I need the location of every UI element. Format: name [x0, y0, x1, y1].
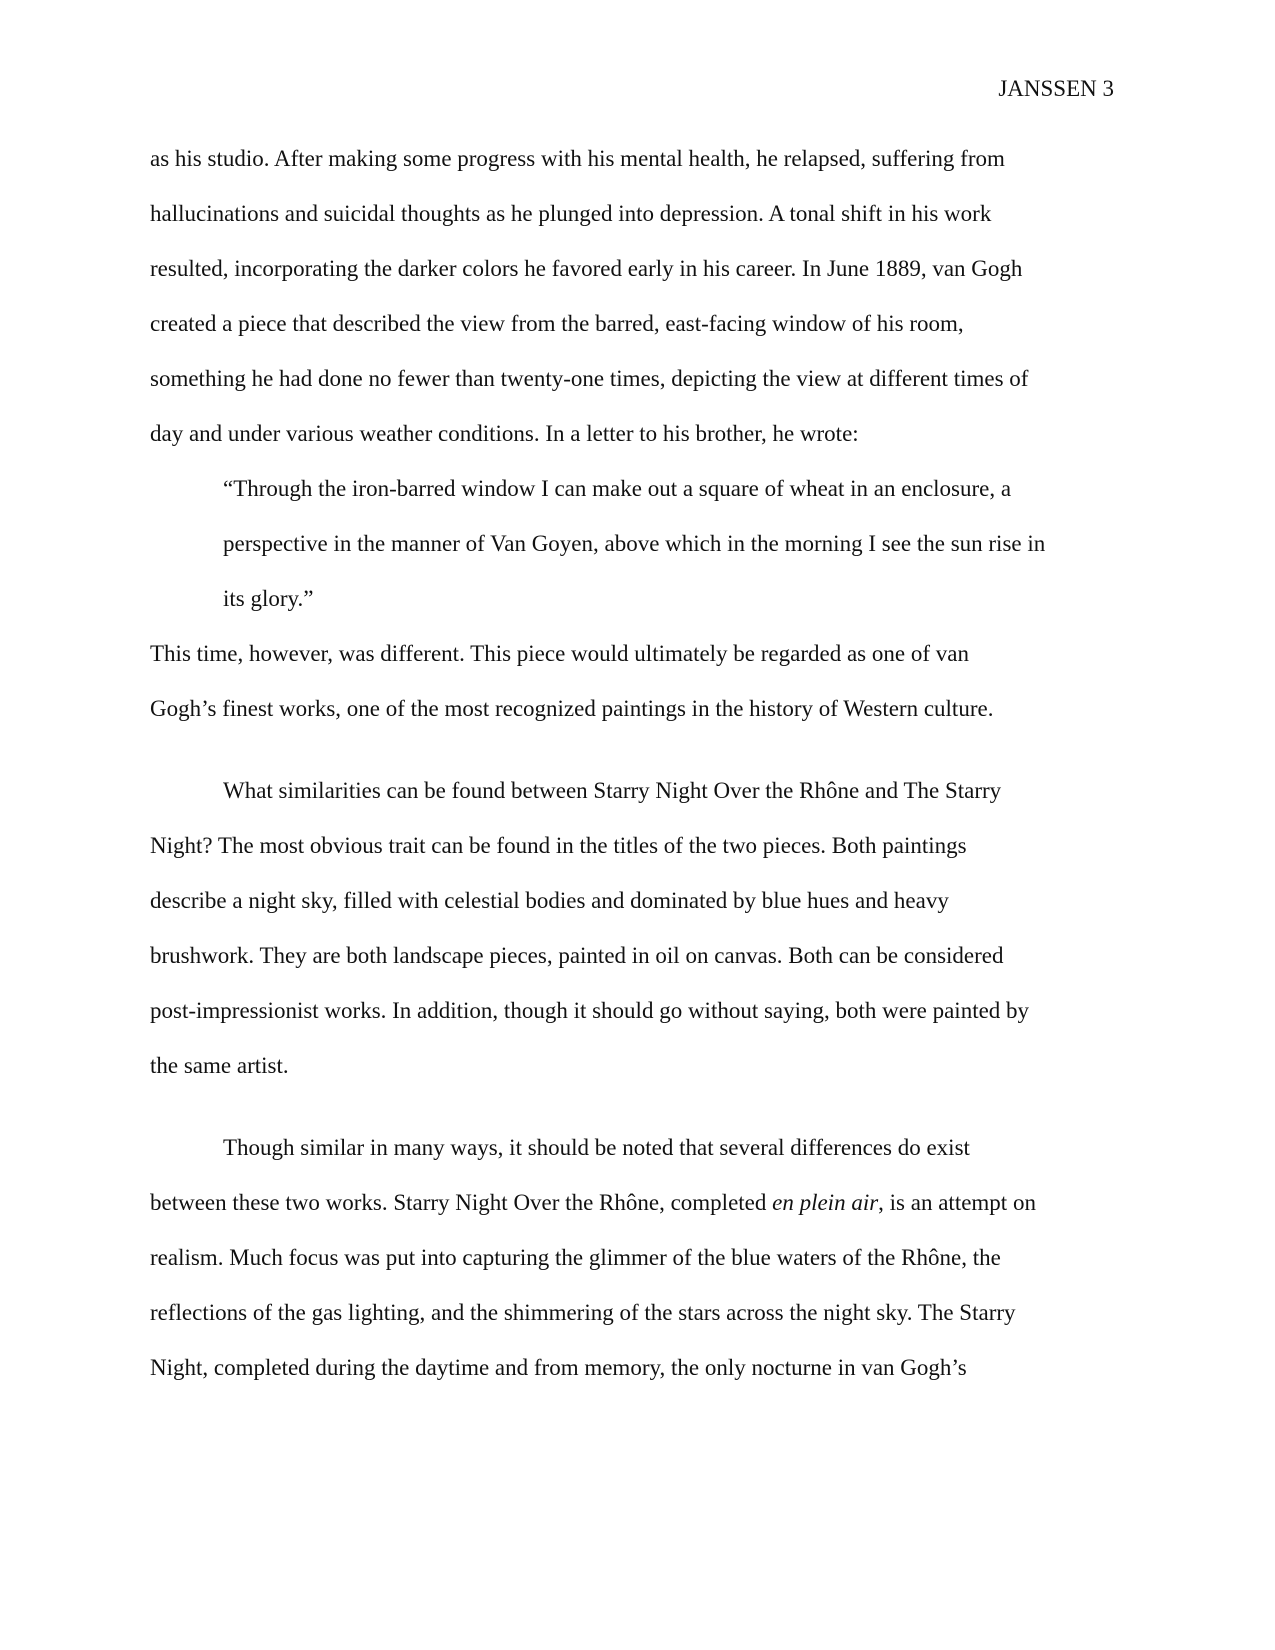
paragraph3-line-5: Night, completed during the daytime and from memory, the only nocturne in van Gogh’s — [150, 1355, 967, 1380]
quote-line-1: “Through the iron-barred window I can make out a square of wheat in an enclosure, a — [223, 476, 1012, 501]
paragraph1-cont-line-1: This time, however, was different. This piece would ultimately be regarded as one of van — [150, 641, 969, 666]
paragraph1-line-4: created a piece that described the view from the barred, east-facing window of his room, — [150, 311, 964, 336]
paragraph3-line-1: Though similar in many ways, it should be noted that several differences do exist — [223, 1135, 970, 1160]
paragraph1-cont-line-2: Gogh’s finest works, one of the most recognized paintings in the history of Western culture. — [150, 696, 994, 721]
paragraph2-line-4: brushwork. They are both landscape pieces, painted in oil on canvas. Both can be considered — [150, 943, 1004, 968]
paragraph1-line-2: hallucinations and suicidal thoughts as he plunged into depression. A tonal shift in his work — [150, 201, 992, 226]
paragraph2-line-2: Night? The most obvious trait can be found in the titles of the two pieces. Both paintings — [150, 833, 967, 858]
paragraph1-line-6: day and under various weather conditions. In a letter to his brother, he wrote: — [150, 421, 859, 446]
paragraph3-line-4: reflections of the gas lighting, and the shimmering of the stars across the night sky. The Starry — [150, 1300, 1016, 1325]
paragraph2-line-6: the same artist. — [150, 1053, 289, 1078]
paragraph2-line-5: post-impressionist works. In addition, though it should go without saying, both were painted by — [150, 998, 1030, 1023]
paragraph2-line-3: describe a night sky, filled with celestial bodies and dominated by blue hues and heavy — [150, 888, 949, 913]
quote-line-3: its glory.” — [223, 586, 314, 611]
paragraph1-line-1: as his studio. After making some progress with his mental health, he relapsed, suffering from — [150, 146, 1005, 171]
quote-line-2: perspective in the manner of Van Goyen, above which in the morning I see the sun rise in — [223, 531, 1046, 556]
paragraph3-line-2-text-after: , is an attempt on — [878, 1190, 1036, 1215]
paragraph1-line-3: resulted, incorporating the darker colors he favored early in his career. In June 1889, van Gogh — [150, 256, 1023, 281]
page-header: JANSSEN 3 — [998, 76, 1114, 101]
paragraph3-line-2-italic: en plein air — [772, 1190, 879, 1215]
paragraph3-line-2 — [150, 1190, 1036, 1216]
paragraph2-line-1: What similarities can be found between Starry Night Over the Rhône and The Starry — [223, 778, 1002, 803]
paragraph3-line-3: realism. Much focus was put into capturing the glimmer of the blue waters of the Rhône, the — [150, 1245, 1001, 1270]
paragraph1-line-5: something he had done no fewer than twenty-one times, depicting the view at different times of — [150, 366, 1029, 391]
paragraph3-line-2-text-before: between these two works. Starry Night Over the Rhône, completed — [150, 1190, 773, 1215]
